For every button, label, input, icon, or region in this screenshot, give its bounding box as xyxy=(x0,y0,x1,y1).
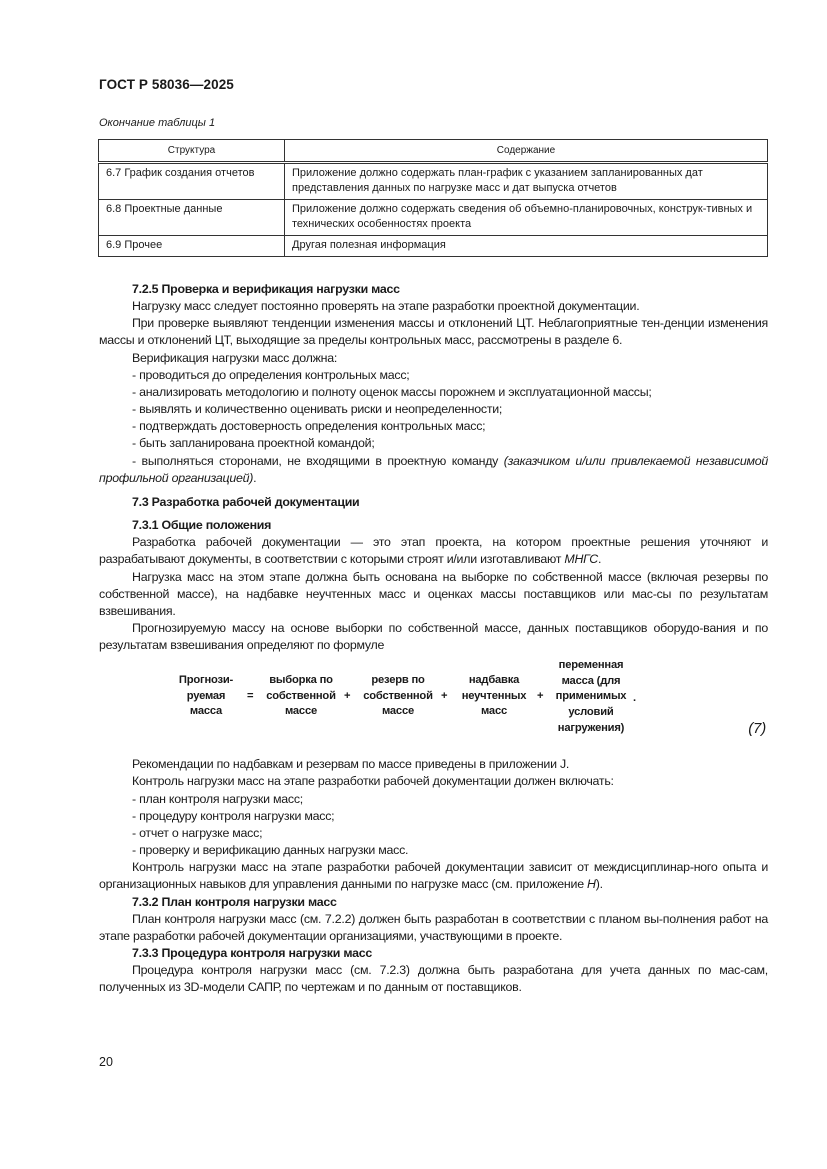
equals-sign: = xyxy=(247,690,254,703)
list-item: - процедуру контроля нагрузки масс; xyxy=(132,808,335,823)
list-item: - анализировать методологию и полноту оценок массы порожнем и эксплуатационной массы; xyxy=(132,384,652,399)
formula-lhs: Прогнози- руемая масса xyxy=(178,674,234,718)
formula-term-variable: переменная масса (для применимых условий нагружения) xyxy=(555,659,627,734)
section-heading-7-3-3: 7.3.3 Процедура контроля нагрузки масс xyxy=(132,946,372,960)
plus-sign: + xyxy=(537,690,544,703)
list-item: - проверку и верификацию данных нагрузки масс. xyxy=(132,843,409,858)
table-caption: Окончание таблицы 1 xyxy=(99,117,216,129)
table-cell: 6.7 График создания отчетов xyxy=(99,163,285,200)
document-header: ГОСТ Р 58036—2025 xyxy=(99,77,234,92)
table-cell: Другая полезная информация xyxy=(285,236,768,257)
table-cell: 6.9 Прочее xyxy=(99,236,285,257)
section-heading-7-3-1: 7.3.1 Общие положения xyxy=(132,518,272,533)
list-item: - план контроля нагрузки масс; xyxy=(132,791,303,806)
page-number: 20 xyxy=(99,1055,113,1069)
paragraph: План контроля нагрузки масс (см. 7.2.2) должен быть разработан в соответствии с планом вы-полнения работ на этапе разработки рабочей документации организациями, участвующими в проекте. xyxy=(99,911,768,943)
paragraph: Прогнозируемую массу на основе выборки по собственной массе, данных поставщиков оборудо-вания и по результатам взвешивания определяют по формуле xyxy=(99,620,768,653)
table-cell: Приложение должно содержать сведения об объемно-планировочных, конструк-тивных и технических особенностях проекта xyxy=(285,200,768,236)
paragraph: Нагрузка масс на этом этапе должна быть основана на выборке по собственной массе (включая резервы по собственной массе), на надбавке неучтенных масс и оценках массы поставщиков или мас-сы по результатам взвешивания. xyxy=(99,569,768,618)
paragraph: Процедура контроля нагрузки масс (см. 7.2.3) должна быть разработана для учета данных по мас-сам, полученных из 3D-модели САПР, по чертежам и по данным от поставщиков. xyxy=(99,963,768,995)
formula-number: (7) xyxy=(748,720,766,738)
formula-term-sample: выборка по собственной массе xyxy=(266,674,336,718)
table-header-row xyxy=(99,140,768,163)
table-row xyxy=(99,200,768,236)
list-item: - отчет о нагрузке масс; xyxy=(132,825,263,840)
list-item: - выполняться сторонами, не входящими в проектную команду (заказчиком и/или привлекаемой независимой профильной организацией). xyxy=(99,453,768,485)
table-cell: 6.8 Проектные данные xyxy=(99,200,285,236)
section-heading-7-3-2: 7.3.2 План контроля нагрузки масс xyxy=(132,894,337,909)
column-header-structure: Структура xyxy=(99,140,285,163)
column-header-content: Содержание xyxy=(285,140,768,163)
section-heading-7-2-5: 7.2.5 Проверка и верификация нагрузки масс xyxy=(132,282,400,296)
list-item: - выявлять и количественно оценивать риски и неопределенности; xyxy=(132,402,503,417)
paragraph: Рекомендации по надбавкам и резервам по массе приведены в приложении J. xyxy=(132,757,570,772)
formula-term-reserve: резерв по собственной массе xyxy=(363,674,433,718)
formula-period: . xyxy=(633,692,636,705)
paragraph: Контроль нагрузки масс на этапе разработки рабочей документации зависит от междисциплинар-ного опыта и организационных навыков для управления данными по нагрузке масс (см. приложение Н). xyxy=(99,860,768,892)
plus-sign: + xyxy=(441,690,448,703)
table-row xyxy=(99,163,768,200)
plus-sign: + xyxy=(344,690,351,703)
list-item: - подтверждать достоверность определения контрольных масс; xyxy=(132,419,486,434)
paragraph: Нагрузку масс следует постоянно проверять на этапе разработки проектной документации. xyxy=(132,299,640,314)
list-item: - быть запланирована проектной командой; xyxy=(132,436,375,451)
paragraph: Разработка рабочей документации — это этап проекта, на котором проектные решения уточняют и разрабатывают документы, в соответствии с которыми строят и/или изготавливают МНГС. xyxy=(99,535,768,567)
paragraph: При проверке выявляют тенденции изменения массы и отклонений ЦТ. Неблагоприятные тен-денции изменения массы и отклонений ЦТ, выходящие за пределы контрольных масс, рассмотрены в разделе 6. xyxy=(99,316,768,348)
formula-term-allowance: надбавка неучтенных масс xyxy=(461,674,527,718)
paragraph: Контроль нагрузки масс на этапе разработки рабочей документации должен включать: xyxy=(132,774,614,789)
list-item: - проводиться до определения контрольных масс; xyxy=(132,367,410,382)
section-heading-7-3: 7.3 Разработка рабочей документации xyxy=(132,494,360,509)
formula-7 xyxy=(99,658,768,754)
document-body xyxy=(99,281,768,996)
table-cell: Приложение должно содержать план-график с указанием запланированных дат представления данных по нагрузке масс и дат выпуска отчетов xyxy=(285,163,768,200)
table-row xyxy=(99,236,768,257)
paragraph: Верификация нагрузки масс должна: xyxy=(132,350,338,365)
structure-table xyxy=(98,139,768,257)
